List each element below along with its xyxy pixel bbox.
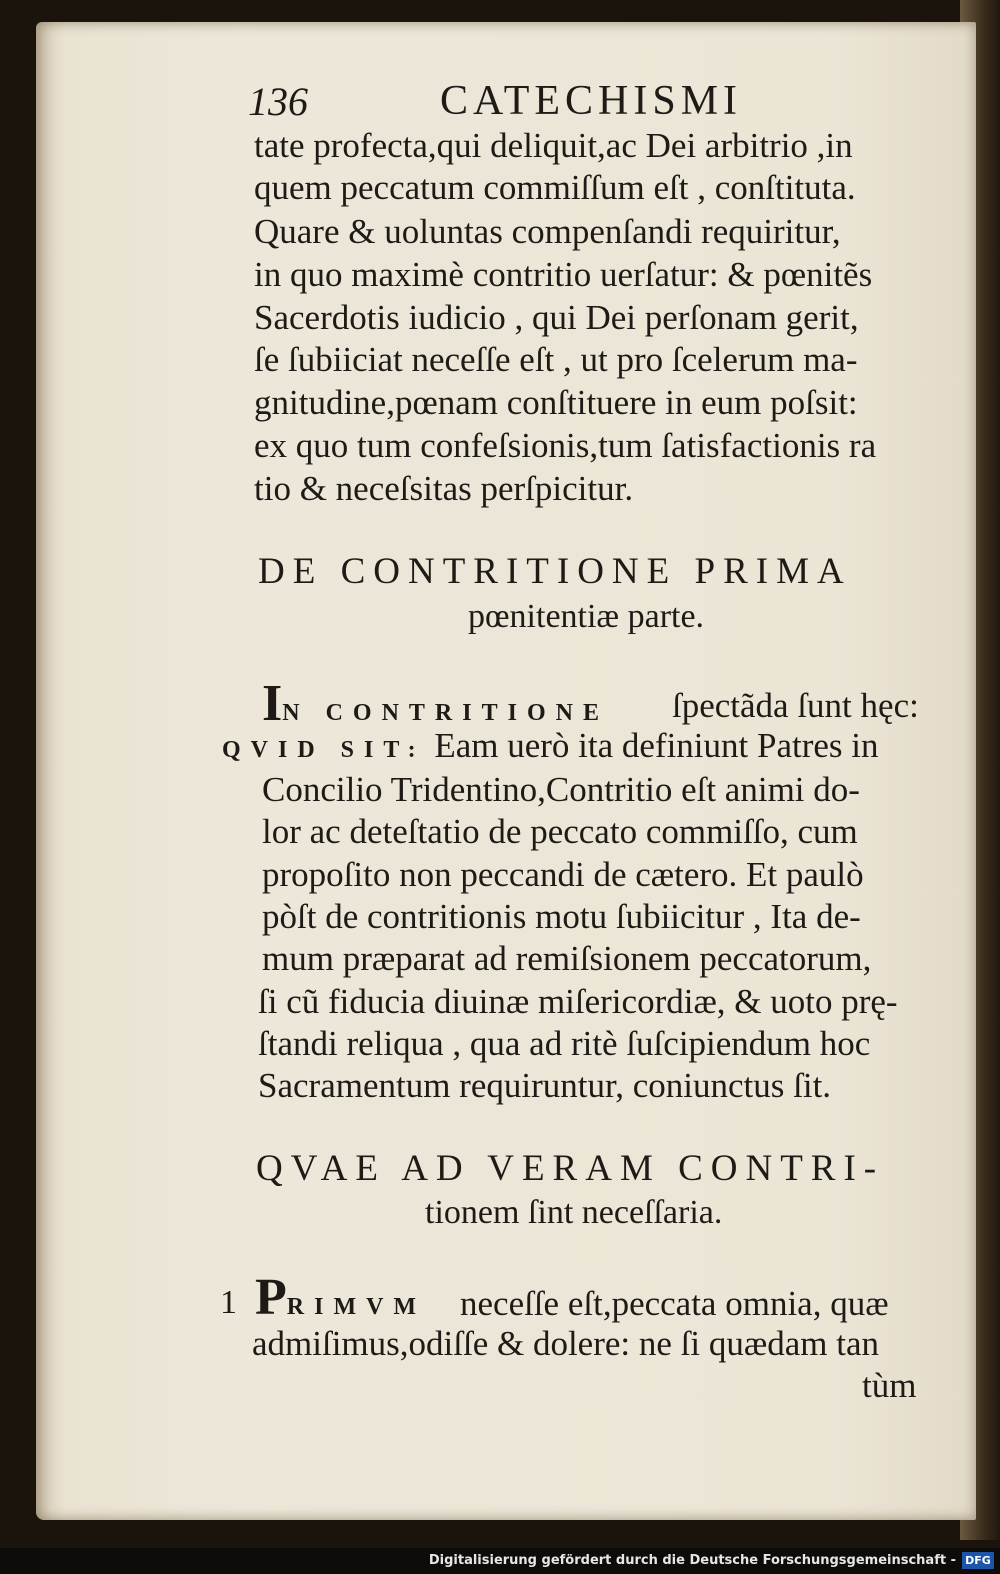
catchword: tùm — [862, 1366, 917, 1405]
text-line: Sacramentum requiruntur, coniunctus ſit. — [258, 1066, 832, 1105]
text-line — [222, 728, 879, 763]
text-line: admiſimus,odiſſe & dolere: ne ſi quædam tan — [252, 1324, 879, 1363]
text-line: ſi cũ fiducia diuinæ miſericordiæ, & uoto prę- — [258, 982, 898, 1021]
text-line: Concilio Tridentino,Contritio eſt animi do- — [262, 770, 860, 809]
text-line: quem peccatum commiſſum eſt , conſtituta. — [254, 168, 856, 207]
text-line: in quo maximè contritio uerſatur: & pœnitẽs — [254, 255, 873, 294]
initial-letter: I — [262, 675, 283, 732]
text-line — [262, 675, 919, 732]
text-line: mum præparat ad remiſsionem peccatorum, — [262, 939, 872, 978]
text-span: Eam uerò ita definiunt Patres in — [434, 726, 879, 765]
text-line: Sacerdotis iudicio , qui Dei perſonam gerit, — [254, 298, 859, 337]
running-title: CATECHISMI — [440, 78, 743, 124]
text-line: tio & neceſsitas perſpicitur. — [254, 469, 634, 508]
text-line: ex quo tum confeſsionis,tum ſatisfactionis ra — [254, 426, 877, 465]
text-line: propoſito non peccandi de cætero. Et paulò — [262, 855, 864, 894]
text-line: gnitudine,pœnam conſtituere in eum poſsit: — [254, 383, 858, 422]
text-line: lor ac deteſtatio de peccato commiſſo, cum — [262, 812, 858, 851]
text-span: ſpectãda ſunt hęc: — [672, 686, 919, 725]
text-line: ſtandi reliqua , qua ad ritè ſuſcipiendum hoc — [258, 1024, 871, 1063]
section-subheading: pœnitentiæ parte. — [468, 598, 705, 635]
text-line: Quare & uoluntas compenſandi requiritur, — [254, 212, 841, 251]
dfg-logo-icon: DFG — [962, 1552, 994, 1569]
text-line: tate profecta,qui deliquit,ac Dei arbitrio ,in — [254, 126, 853, 165]
section-heading: DE CONTRITIONE PRIMA — [258, 551, 852, 592]
smallcaps-text: QVID SIT: — [222, 737, 426, 763]
smallcaps-text: N CONTRITIONE — [282, 700, 609, 726]
text-line: ſe ſubiiciat neceſſe eſt , ut pro ſcelerum ma- — [254, 340, 858, 379]
text-line: pòſt de contritionis motu ſubiicitur , Ita de- — [262, 897, 861, 936]
initial-letter: P — [255, 1269, 287, 1326]
page-number: 136 — [248, 79, 308, 124]
margin-number: 1 — [220, 1284, 237, 1321]
text-line — [255, 1269, 889, 1326]
text-span: neceſſe eſt,peccata omnia, quæ — [460, 1284, 889, 1323]
footer-bar — [0, 1548, 1000, 1574]
section-heading: QVAE AD VERAM CONTRI- — [256, 1148, 885, 1189]
smallcaps-text: RIMVM — [286, 1294, 427, 1320]
section-subheading: tionem ſint neceſſaria. — [425, 1194, 723, 1231]
footer-credit: Digitalisierung gefördert durch die Deutsche Forschungsgemeinschaft - — [428, 1553, 956, 1568]
